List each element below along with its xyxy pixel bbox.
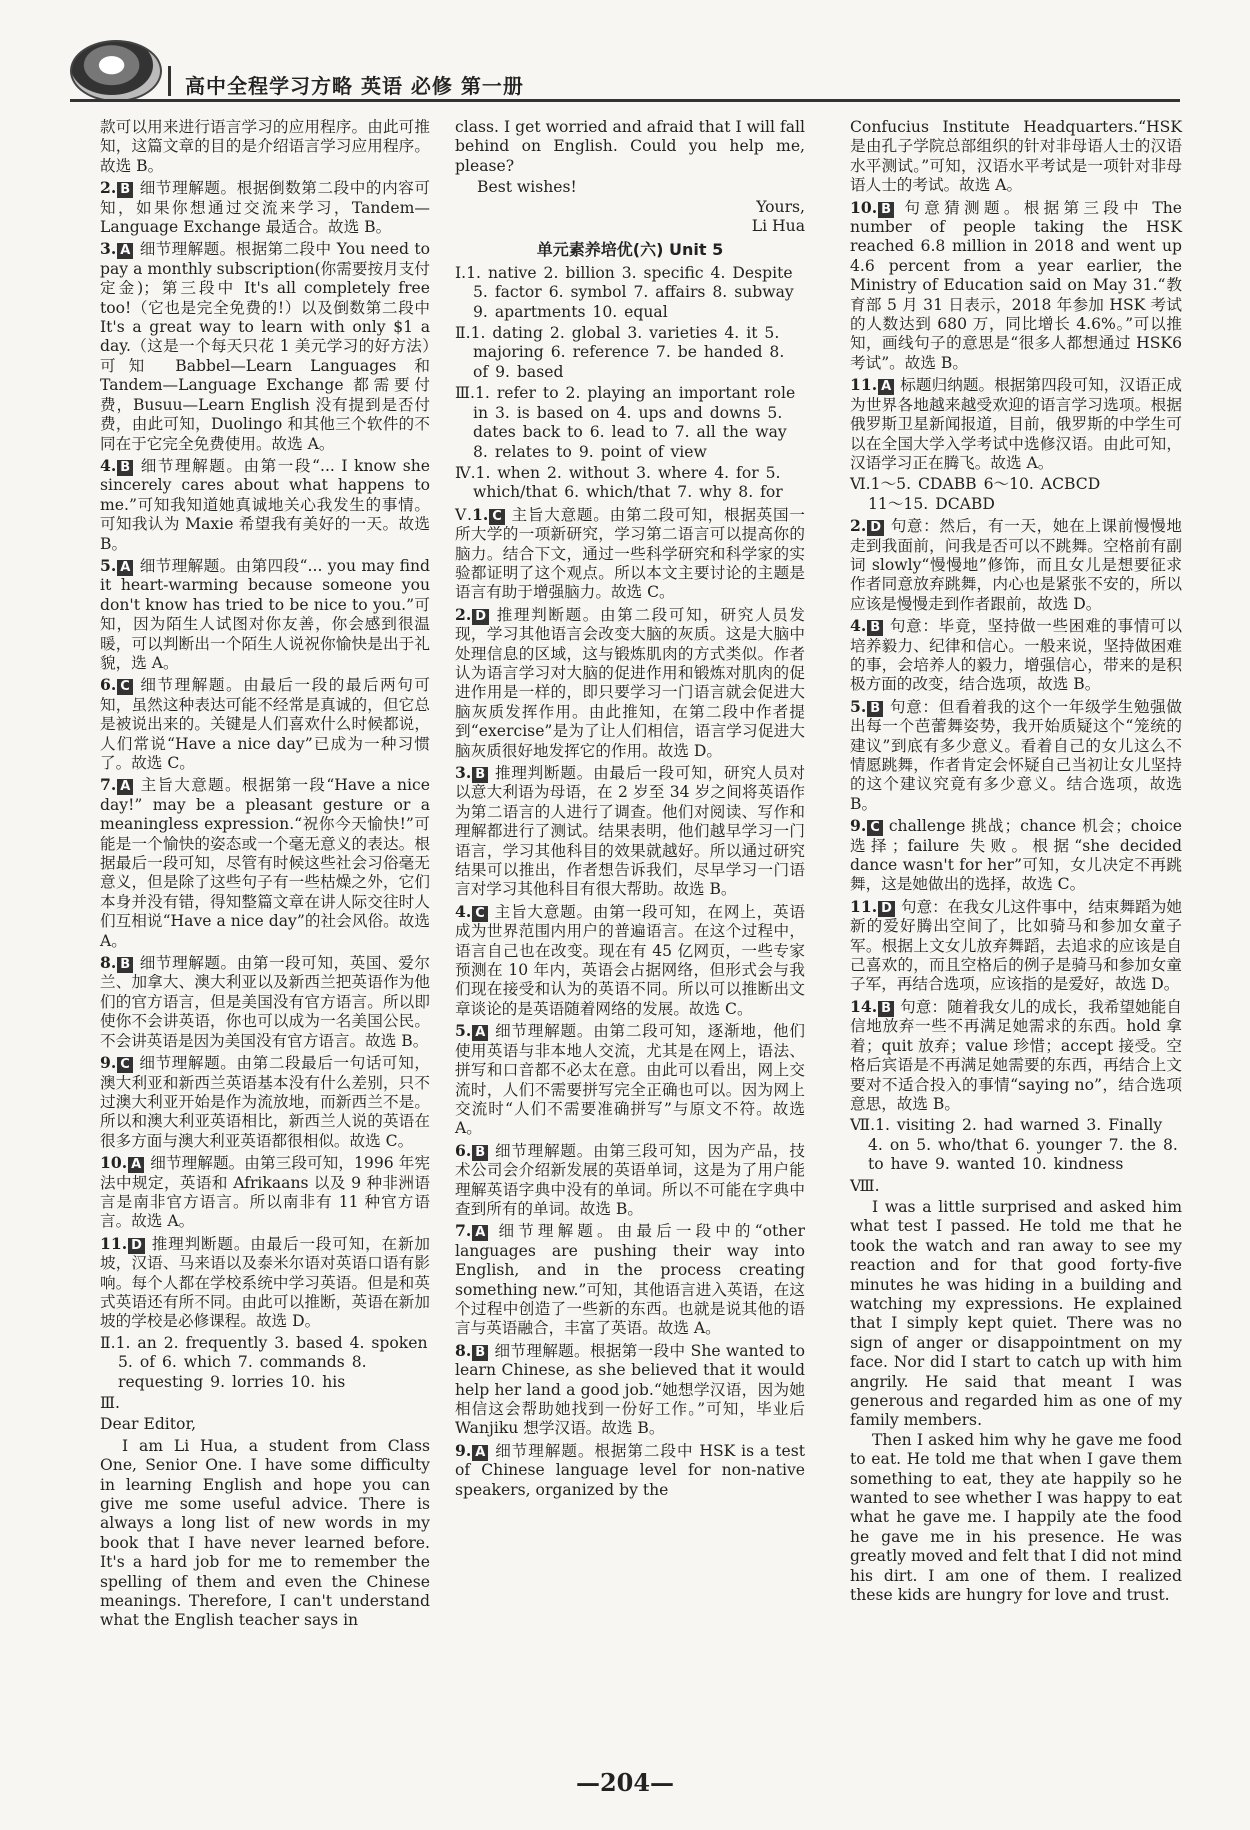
question-number: 2. — [850, 516, 867, 536]
question-number: 3. — [100, 239, 117, 259]
answer-item — [455, 1021, 805, 1138]
answer-item — [455, 505, 805, 603]
answer-continued: Confucius Institute Headquarters.“HSK 是由孔子学院总部组织的针对非母语人士的汉语水平测试。”可知，汉语水平考试是一项针对非母语人士的考试。故选 A。 — [850, 118, 1182, 195]
answer-item — [455, 1141, 805, 1220]
answer-badge: B — [472, 767, 488, 783]
answer-item — [100, 1053, 430, 1151]
answer-badge: A — [472, 1445, 488, 1461]
answer-badge: A — [117, 560, 133, 576]
list-items: 1. dating 2. global 3. varieties 4. it 5. majoring 6. reference 7. be handed 8. of 9. based — [470, 324, 785, 381]
letter-salutation: Dear Editor, — [100, 1415, 197, 1434]
answer-explanation: 细节理解题。由第二段可知，逐渐地，他们使用英语与非本地人交流，尤其是在网上，语法、拼写和口音都不必太在意。由此可以看出，网上交流时，人们不需要拼写完全正确也可以。因为网上交流时“人们不需要准确拼写”与原文不符。故选 A。 — [455, 1022, 805, 1138]
answer-item — [850, 516, 1182, 614]
section-label: Ⅲ. — [455, 384, 475, 403]
question-number: 11. — [850, 375, 878, 395]
question-number: 10. — [100, 1153, 128, 1173]
answer-item — [100, 1234, 430, 1332]
question-number: 9. — [455, 1440, 472, 1460]
answer-explanation: 细节理解题。由第二段最后一句话可知，澳大利亚和新西兰英语基本没有什么差别，只不过澳大利亚开始是作为流放地，而新西兰不是。所以和澳大利亚英语相比，新西兰人说的英语在很多方面与澳大利亚英语都很相似。故选 C。 — [100, 1054, 430, 1150]
question-number: 2. — [100, 178, 117, 198]
section-label: Ⅳ. — [455, 463, 476, 482]
question-number: 4. — [100, 455, 117, 475]
question-number: 2. — [455, 604, 472, 624]
answer-badge: B — [878, 1001, 894, 1017]
section-label: Ⅰ. — [455, 263, 467, 282]
section-title: 单元素养培优(六) Unit 5 — [536, 240, 724, 260]
section-viii-label: Ⅷ. — [850, 1176, 880, 1195]
answer-item — [850, 697, 1182, 814]
section-vii: Ⅶ.1. visiting 2. had warned 3. Finally 4. on 5. who/that 6. younger 7. the 8. to have 9. wanted 10. kindness — [850, 1116, 1178, 1174]
answer-badge: C — [117, 679, 133, 695]
page-number: —204— — [575, 1768, 675, 1797]
column-2 — [455, 118, 805, 1502]
answer-item — [455, 1341, 805, 1439]
answer-item — [455, 1221, 805, 1338]
section-ii: Ⅱ.1. an 2. frequently 3. based 4. spoken 5. of 6. which 7. commands 8. requesting 9. lorries 10. his — [100, 1333, 428, 1391]
header-separator — [168, 66, 171, 96]
answer-explanation: 细节理解题。根据第二段中 You need to pay a monthly subscription(你需要按月支付定金)；第三段中 It's all completely free too!（它也是完全免费的!）以及倒数第二段中 It's a great way to learn with only $1 a day.（这是一个每天只花 1 美元学习的好方法）可知 Babbel—Learn Languages 和 Tandem—Language Exchange 都需要付费，Busuu—Learn English 没有提到是否付费，由此可知，Duolingo 和其他三个软件的不同在于它完全免费使用。故选 A。 — [100, 240, 430, 453]
answer-item — [850, 816, 1182, 895]
letter-signoff: Yours, — [756, 197, 805, 216]
answer-badge: B — [867, 620, 883, 636]
answer-badge: C — [117, 1057, 133, 1073]
answer-explanation: 句意：然后，有一天，她在上课前慢慢地走到我面前，问我是否可以不跳舞。空格前有副词 slowly“慢慢地”修饰，而且女儿是想要征求作者同意放弃跳舞，内心也是紧张不安的，所以应该是慢慢走到作者跟前，故选 D。 — [850, 517, 1182, 613]
list-items: 1. when 2. without 3. where 4. for 5. which/that 6. which/that 7. why 8. for — [473, 463, 783, 502]
answer-item — [100, 118, 430, 176]
answer-explanation: 细节理解题。由最后一段的最后两句可知，虽然这种表达可能不经常是真诚的，但它总是被说出来的。关键是人们喜欢什么时候都说，人们常说“Have a nice day”已成为一种习惯了。故选 C。 — [100, 676, 430, 772]
column-1 — [100, 118, 430, 1631]
question-number: 5. — [850, 696, 867, 716]
question-number: 10. — [850, 197, 878, 217]
answer-explanation: 细节理解题。根据第二段中 HSK is a test of Chinese language level for non-native speakers, organized by the — [455, 1441, 805, 1499]
question-number: 11. — [850, 896, 878, 916]
answer-badge: A — [878, 379, 894, 395]
question-number: 4. — [850, 616, 867, 636]
answer-explanation: 主旨大意题。由第二段可知，根据英国一所大学的一项新研究，学习第二语言可以提高你的脑力。结合下文，通过一些科学研究和科学家的实验都证明了这个观点。所以本文主要讨论的主题是语言有助于增强脑力。故选 C。 — [455, 505, 805, 602]
question-number: 6. — [100, 675, 117, 695]
answer-item — [850, 897, 1182, 995]
answer-explanation: 主旨大意题。根据第一段“Have a nice day!” may be a pleasant gesture or a meaningless expression.“祝你今天愉快!”可能是一个愉快的姿态或一个毫无意义的表达。根据最后一段可知，尽管有时候这些社会习俗毫无意义，但是除了这些句子有一些枯燥之外，它们本身并没有错，得知整篇文章在讲人际交往时人们互相说“Have a nice day”的社会风俗。故选 A。 — [100, 776, 430, 950]
answer-explanation: 推理判断题。由第二段可知，研究人员发现，学习其他语言会改变大脑的灰质。这是大脑中处理信息的区域，这与锻炼肌肉的方式类似。作者认为语言学习对大脑的促进作用和锻炼对肌肉的促进作用是一样的，即只要学习一门语言就会促进大脑灰质发挥作用。由此推知，在第二段中作者提到“exercise”是为了让人们相信，语言学习促进大脑灰质很好地发挥它的作用。故选 D。 — [455, 605, 805, 760]
vocab-list — [455, 264, 805, 322]
answer-item — [100, 1153, 430, 1232]
answer-badge: B — [878, 202, 894, 218]
answer-explanation: 细节理解题。根据倒数第二段中的内容可知，如果你想通过交流来学习，Tandem—Language Exchange 最适合。故选 B。 — [100, 179, 430, 237]
answer-badge: C — [489, 509, 505, 525]
answer-explanation: 细节理解题。根据第一段中 She wanted to learn Chinese, as she believed that it would help her land a good job.“她想学汉语，因为她相信这会帮助她找到一份好工作。”可知，毕业后 Wanjiku 想学汉语。故选 B。 — [455, 1341, 805, 1438]
letter-closing: Best wishes! — [477, 178, 577, 197]
question-number: 11. — [100, 1233, 128, 1253]
answer-badge: B — [867, 701, 883, 717]
section-v-label: Ⅴ. — [455, 505, 472, 524]
answer-item — [100, 675, 430, 773]
question-number: 7. — [455, 1221, 472, 1241]
list-items: 1. native 2. billion 3. specific 4. Despite 5. factor 6. symbol 7. affairs 8. subway 9. apartments 10. equal — [466, 263, 794, 321]
answer-badge: D — [472, 609, 489, 625]
question-number: 8. — [455, 1340, 472, 1360]
letter-signature: Li Hua — [751, 217, 805, 236]
vocab-list — [455, 384, 805, 462]
answer-item — [850, 997, 1182, 1114]
answer-explanation: 句意：毕竟，坚持做一些困难的事情可以培养毅力、纪律和信心。一般来说，坚持做困难的事，会培养人的毅力，增强信心，带来的是积极方面的改变，结合选项，故选 B。 — [850, 617, 1182, 694]
answer-item — [100, 456, 430, 554]
answer-explanation: 细节理解题。由第三段可知，1996 年宪法中规定，英语和 Afrikaans 以及 9 种非洲语言是南非官方语言。所以南非有 11 种官方语言。故选 A。 — [100, 1154, 430, 1231]
answer-badge: B — [117, 460, 133, 476]
question-number: 1. — [471, 504, 489, 524]
answer-explanation: 细节理解题。由第一段“... I know she sincerely cares about what happens to me.”可知我知道她真诚地关心我发生的事情。可知我认为 Maxie 希望我有美好的一天。故选 B。 — [100, 456, 430, 553]
answer-badge: B — [472, 1345, 488, 1361]
answer-item — [100, 178, 430, 237]
answer-badge: B — [117, 957, 133, 973]
vocab-list — [455, 324, 805, 382]
answer-badge: B — [472, 1145, 488, 1161]
letter-body: I am Li Hua, a student from Class One, Senior One. I have some difficulty in learning English and hope you can give me some useful advice. There is always a long list of new words in my book that I have never learned before. It's a hard job for me to remember the spelling of them and even the Chinese meanings. Therefore, I can't understand what the English teacher says in — [100, 1436, 430, 1630]
column-3 — [850, 118, 1182, 1605]
page-header — [0, 0, 1250, 98]
answer-item — [100, 775, 430, 951]
answer-item — [850, 616, 1182, 695]
vocab-list — [455, 464, 805, 503]
answer-explanation: 句意：但看着我的这个一年级学生勉强做出每一个芭蕾舞姿势，我开始质疑这个“笼统的建议”到底有多少意义。看着自己的女儿这么不情愿跳舞，作者肯定会怀疑自己当初让女儿坚持的这个建议究竟有多少意义。结合选项，故选 B。 — [850, 697, 1182, 813]
question-number: 4. — [455, 901, 472, 921]
answer-badge: A — [472, 1225, 488, 1241]
answer-explanation: 款可以用来进行语言学习的应用程序。由此可推知，这篇文章的目的是介绍语言学习应用程序。故选 B。 — [100, 118, 430, 175]
header-rule — [70, 99, 1180, 102]
answer-explanation: 主旨大意题。由第一段可知，在网上，英语成为世界范围内用户的普遍语言。在这个过程中，语言自己也在改变。现在有 45 亿网页，一些专家预测在 10 年内，英语会占据网络，但形式会与我们现在接受和认为的英语不同。所以可以推断出文章谈论的是英语随着网络的发展。故选 C。 — [455, 902, 805, 1018]
answer-item — [455, 605, 805, 761]
answer-explanation: 推理判断题。由最后一段可知，在新加坡，汉语、马来语以及泰米尔语对英语口语有影响。每个人都在学校系统中学习英语。但是和英式英语还有所不同。由此可以推断，英语在新加坡的学校是必修课程。故选 D。 — [100, 1234, 430, 1331]
answer-explanation: 推理判断题。由最后一段可知，研究人员对以意大利语为母语，在 2 岁至 34 岁之间将英语作为第二语言的人进行了调查。他们对阅读、写作和理解都进行了测试。结果表明，他们越早学习一门语言，学习其他科目的效果就越好。所以通过研究结果可以推出，作者想告诉我们，尽早学习一门语言对学习其他科目有很大帮助。故选 B。 — [455, 764, 805, 899]
question-number: 5. — [100, 555, 117, 575]
question-number: 3. — [455, 763, 472, 782]
answer-badge: A — [472, 1025, 488, 1041]
answer-explanation: 细节理解题。由第一段可知，英国、爱尔兰、加拿大、澳大利亚以及新西兰把英语作为他们的官方语言，但是美国没有官方语言。所以即使你不会讲英语，你也可以成为一名美国公民。不会讲英语是因为美国没有官方语言。故选 B。 — [100, 954, 430, 1050]
answer-badge: A — [128, 1157, 144, 1173]
question-number: 9. — [100, 1053, 117, 1073]
answer-badge: A — [117, 779, 133, 795]
answer-badge: C — [472, 906, 488, 922]
answer-item — [100, 556, 430, 673]
answer-badge: C — [867, 820, 883, 836]
answer-explanation: 标题归纳题。根据第四段可知，汉语正成为世界各地越来越受欢迎的语言学习选项。根据俄罗斯卫星新闻报道，目前，俄罗斯的中学生可以在全国大学入学考试中选修汉语。由此可知，汉语学习正在腾飞。故选 A。 — [850, 376, 1182, 472]
publisher-logo-icon — [70, 40, 162, 102]
question-number: 8. — [100, 953, 117, 973]
question-number: 9. — [850, 816, 867, 836]
section-iii-label: Ⅲ. — [100, 1394, 120, 1412]
answer-explanation: 句意：随着我女儿的成长，我希望她能自信地放弃一些不再满足她需求的东西。hold 拿着；quit 放弃；value 珍惜；accept 接受。空格后宾语是不再满足她需要的东西，再结合上文要对不适合投入的事情“saying no”，结合选项意思，故选 B。 — [850, 997, 1182, 1113]
answer-item — [455, 902, 805, 1019]
book-title: 高中全程学习方略 英语 必修 第一册 — [185, 74, 524, 98]
answer-badge: D — [878, 901, 895, 917]
essay-paragraph-1: I was a little surprised and asked him what test I passed. He told me that he took the watch and ran away to see my reaction and for that good forty-five minutes he was hiding in a building and watching my expressions. He explained that I simply kept quiet. There was no sign of anger or disappointment on my face. Nor did I start to catch up with him angrily. He said that meant I was generous and regarded him as one of my family members. — [850, 1197, 1182, 1430]
essay-paragraph-2: Then I asked him why he gave me food to eat. He told me that when I gave them something to eat, they ate happily so he wanted to see whether I was happy to eat what he gave me. I happily ate the food he gave me in his presence. He was greatly moved and felt that I did not mind his dirt. I am one of them. I realized these kids are hungry for love and trust. — [850, 1430, 1182, 1605]
answer-item — [850, 375, 1182, 473]
list-items: 1. refer to 2. playing an important role in 3. is based on 4. ups and downs 5. dates back to 6. lead to 7. all the way 8. relates to 9. point of view — [473, 384, 796, 461]
answer-explanation: 句意猜测题。根据第三段中 The number of people taking the HSK reached 6.8 million in 2018 and went up 4.6 percent from a year earlier, the Ministry of Education said on May 31.“教育部 5 月 31 日表示，2018 年参加 HSK 考试的人数达到 680 万，同比增长 4.6%。”可以推知，画线句子的意思是“很多人都想通过 HSK6 考试”。故选 B。 — [850, 198, 1182, 372]
answer-item — [850, 198, 1182, 374]
section-label: Ⅱ. — [455, 324, 471, 343]
answer-badge: D — [867, 520, 884, 536]
question-number: 14. — [850, 996, 878, 1016]
answer-explanation: 细节理解题。由最后一段中的“other languages are pushing their way into English, and in the process creating something new.”可知，其他语言进入英语，在这个过程中创造了一些新的东西。也就是说其他的语言与英语融合，丰富了英语。故选 A。 — [455, 1222, 805, 1338]
answer-item — [455, 763, 805, 900]
answer-item — [100, 239, 430, 453]
question-number: 7. — [100, 775, 117, 795]
answer-explanation: 细节理解题。由第四段“... you may find it heart-warming because someone you don't know has tried to be nice to you.”可知，因为陌生人试图对你友善，你会感到很温暖，可以判断出一个陌生人说祝你愉快是出于礼貌，选 A。 — [100, 556, 430, 672]
answer-item — [455, 1441, 805, 1500]
answer-badge: B — [117, 182, 133, 198]
answer-badge: D — [128, 1238, 145, 1254]
answer-explanation: challenge 挑战；chance 机会；choice 选择；failure 失败。根据“she decided dance wasn't for her”可知，女儿决定不再跳舞，这是她做出的选择，故选 C。 — [850, 817, 1182, 894]
answer-badge: A — [117, 243, 133, 259]
letter-body-continued: class. I get worried and afraid that I will fall behind on English. Could you help me, please? — [455, 118, 805, 175]
question-number: 6. — [455, 1140, 472, 1160]
section-vi: Ⅵ.1～5. CDABB 6～10. ACBCD 11～15. DCABD — [850, 475, 1101, 513]
answer-item — [100, 953, 430, 1051]
question-number: 5. — [455, 1021, 472, 1041]
answer-explanation: 句意：在我女儿这件事中，结束舞蹈为她新的爱好腾出空间了，比如骑马和参加女童子军。根据上文女儿放弃舞蹈，去追求的应该是自己喜欢的，而且空格后的例子是骑马和参加女童子军，再结合选项，应该指的是爱好，故选 D。 — [850, 897, 1182, 994]
answer-explanation: 细节理解题。由第三段可知，因为产品，技术公司会介绍新发展的英语单词，这是为了用户能理解英语字典中没有的单词。所以不可能在字典中查到所有的单词。故选 B。 — [455, 1141, 805, 1218]
